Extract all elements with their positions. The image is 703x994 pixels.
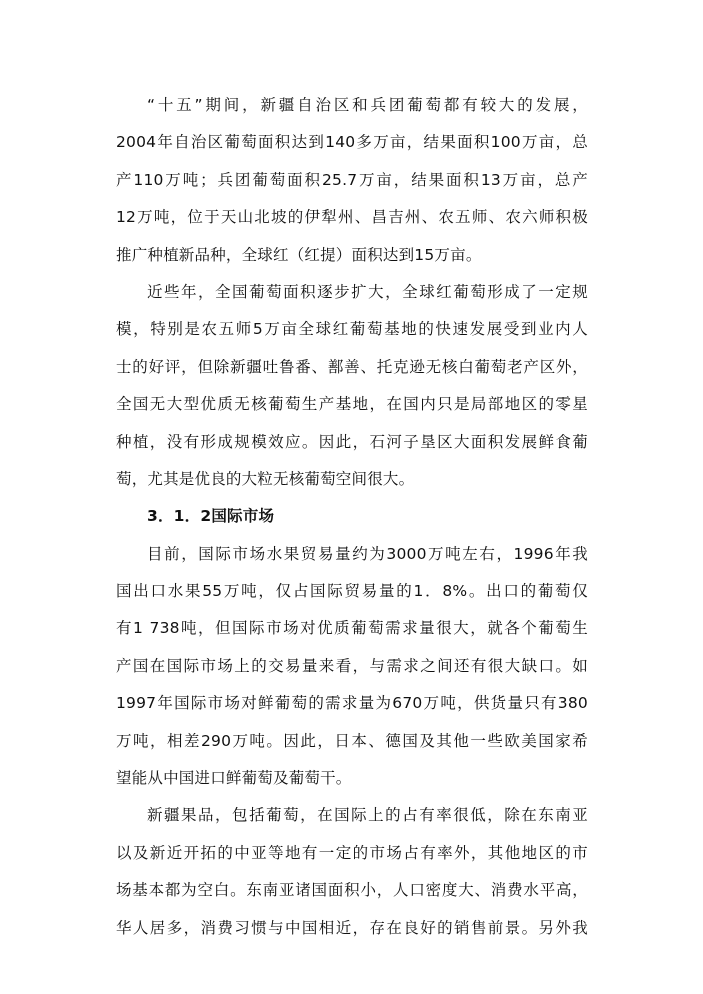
paragraph-line: 以及新近开拓的中亚等地有一定的市场占有率外，其他地区的市 — [116, 843, 588, 862]
paragraph-line: 1997年国际市场对鲜葡萄的需求量为670万吨，供货量只有380 — [116, 694, 588, 713]
paragraph-line: 万吨，相差290万吨。因此，日本、德国及其他一些欧美国家希 — [116, 731, 588, 750]
paragraph-line: 产110万吨；兵团葡萄面积25.7万亩，结果面积13万亩，总产 — [116, 170, 588, 189]
paragraph-line: 种植，没有形成规模效应。因此，石河子垦区大面积发展鲜食葡 — [116, 432, 588, 451]
paragraph-line: 萄，尤其是优良的大粒无核葡萄空间很大。 — [116, 469, 415, 488]
paragraph-line: “十五”期间，新疆自治区和兵团葡萄都有较大的发展， — [147, 96, 588, 114]
paragraph-line: 2004年自治区葡萄面积达到140多万亩，结果面积100万亩，总 — [116, 133, 588, 152]
paragraph-line: 场基本都为空白。东南亚诸国面积小，人口密度大、消费水平高， — [116, 881, 588, 900]
paragraph-line: 近些年，全国葡萄面积逐步扩大，全球红葡萄形成了一定规 — [147, 282, 588, 301]
paragraph-line: 目前，国际市场水果贸易量约为3000万吨左右，1996年我 — [147, 544, 588, 563]
paragraph-line: 国出口水果55万吨，仅占国际贸易量的1．8%。出口的葡萄仅 — [116, 582, 588, 601]
paragraph-line: 华人居多，消费习惯与中国相近，存在良好的销售前景。另外我 — [116, 918, 588, 937]
section-heading: 3．1．2国际市场 — [147, 507, 275, 526]
paragraph-line: 士的好评，但除新疆吐鲁番、鄯善、托克逊无核白葡萄老产区外， — [116, 357, 588, 376]
paragraph-line: 产国在国际市场上的交易量来看，与需求之间还有很大缺口。如 — [116, 656, 588, 675]
paragraph-line: 望能从中国进口鲜葡萄及葡萄干。 — [116, 769, 352, 788]
document-body — [116, 87, 588, 947]
paragraph-line: 有1 738吨，但国际市场对优质葡萄需求量很大，就各个葡萄生 — [116, 619, 588, 638]
paragraph-line: 新疆果品，包括葡萄，在国际上的占有率很低，除在东南亚 — [147, 806, 588, 825]
paragraph-line: 12万吨，位于天山北坡的伊犁州、昌吉州、农五师、农六师积极 — [116, 208, 588, 227]
paragraph-line: 推广种植新品种，全球红（红提）面积达到15万亩。 — [116, 245, 482, 264]
paragraph-line: 模，特别是农五师5万亩全球红葡萄基地的快速发展受到业内人 — [116, 320, 588, 339]
paragraph-line: 全国无大型优质无核葡萄生产基地，在国内只是局部地区的零星 — [116, 395, 588, 414]
